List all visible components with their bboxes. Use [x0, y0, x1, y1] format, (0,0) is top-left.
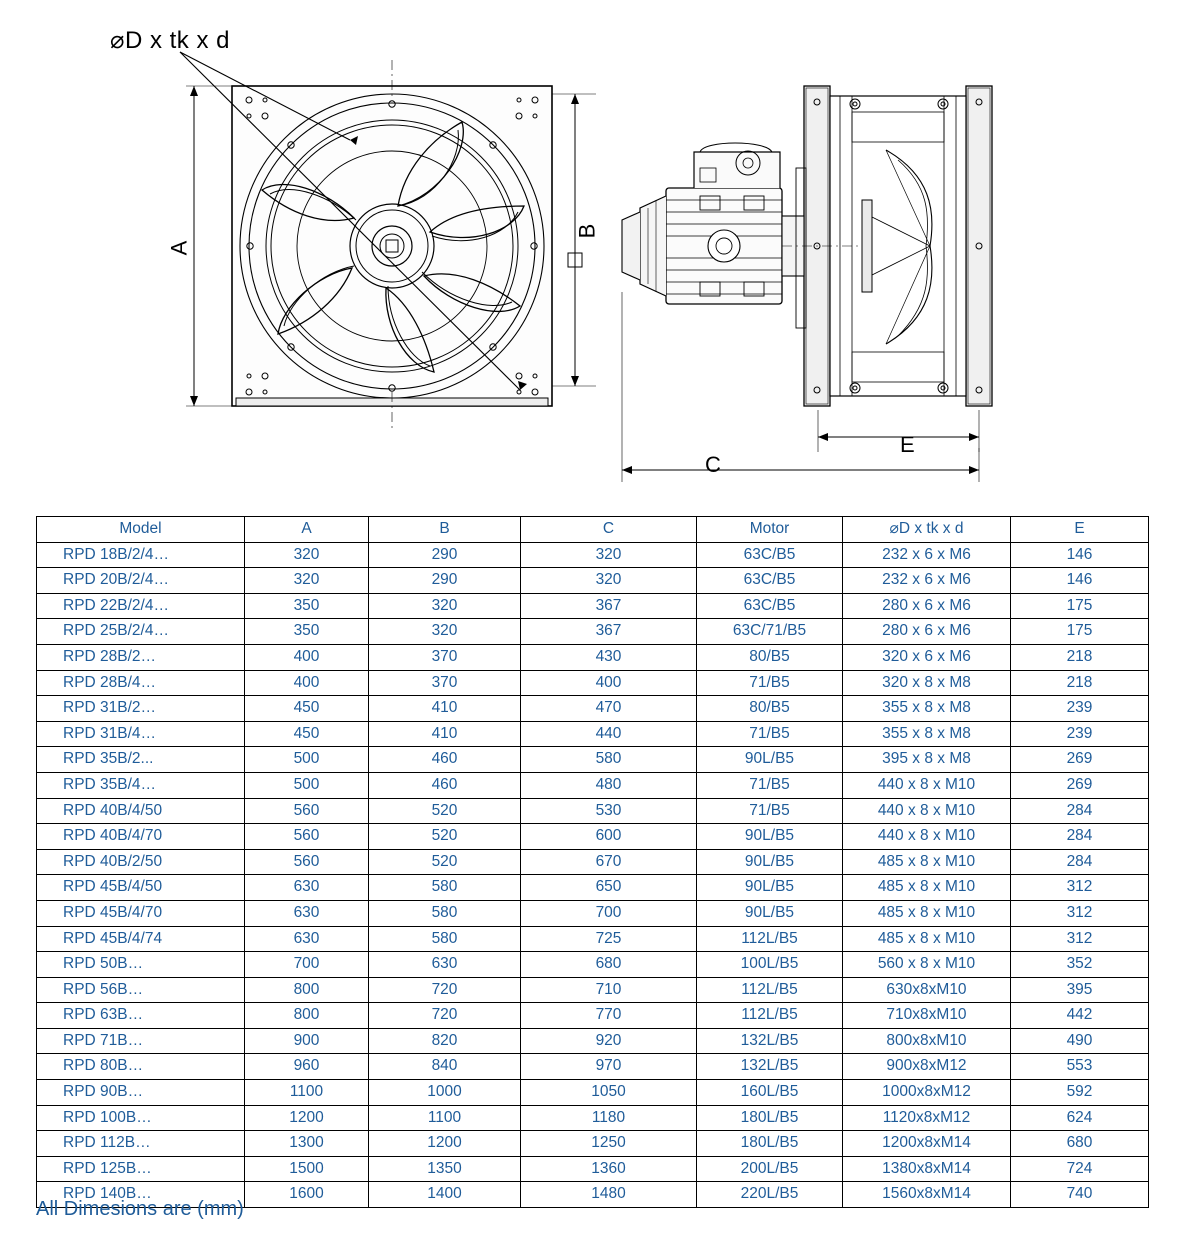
cell-motor: 180L/B5 [697, 1131, 843, 1157]
cell-c: 320 [521, 542, 697, 568]
cell-model: RPD 45B/4/70 [37, 900, 245, 926]
cell-c: 440 [521, 721, 697, 747]
cell-motor: 112L/B5 [697, 977, 843, 1003]
cell-a: 700 [245, 952, 369, 978]
cell-dtkd: 630x8xM10 [843, 977, 1011, 1003]
cell-e: 740 [1011, 1182, 1149, 1208]
cell-e: 146 [1011, 568, 1149, 594]
cell-b: 580 [369, 900, 521, 926]
cell-a: 630 [245, 900, 369, 926]
cell-e: 312 [1011, 900, 1149, 926]
cell-model: RPD 140B… [37, 1182, 245, 1208]
cell-motor: 220L/B5 [697, 1182, 843, 1208]
table-row [37, 1105, 1149, 1131]
cell-motor: 63C/B5 [697, 568, 843, 594]
cell-model: RPD 90B… [37, 1080, 245, 1106]
dimension-label-e: E [900, 432, 915, 457]
cell-motor: 90L/B5 [697, 747, 843, 773]
cell-e: 312 [1011, 926, 1149, 952]
cell-e: 553 [1011, 1054, 1149, 1080]
table-row [37, 849, 1149, 875]
cell-dtkd: 485 x 8 x M10 [843, 875, 1011, 901]
cell-model: RPD 80B… [37, 1054, 245, 1080]
cell-e: 724 [1011, 1156, 1149, 1182]
cell-c: 400 [521, 670, 697, 696]
cell-c: 700 [521, 900, 697, 926]
cell-c: 710 [521, 977, 697, 1003]
cell-b: 410 [369, 696, 521, 722]
cell-a: 1600 [245, 1182, 369, 1208]
cell-a: 960 [245, 1054, 369, 1080]
cell-model: RPD 45B/4/74 [37, 926, 245, 952]
cell-e: 284 [1011, 824, 1149, 850]
table-row [37, 1131, 1149, 1157]
dimensions-table-wrapper [36, 516, 1148, 1208]
cell-dtkd: 560 x 8 x M10 [843, 952, 1011, 978]
cell-a: 350 [245, 593, 369, 619]
column-header-b: B [369, 517, 521, 543]
cell-b: 370 [369, 644, 521, 670]
cell-motor: 132L/B5 [697, 1054, 843, 1080]
cell-a: 400 [245, 670, 369, 696]
cell-dtkd: 1000x8xM12 [843, 1080, 1011, 1106]
cell-e: 395 [1011, 977, 1149, 1003]
cell-e: 442 [1011, 1003, 1149, 1029]
cell-motor: 90L/B5 [697, 824, 843, 850]
cell-model: RPD 112B… [37, 1131, 245, 1157]
cell-c: 600 [521, 824, 697, 850]
cell-b: 1000 [369, 1080, 521, 1106]
table-row [37, 952, 1149, 978]
cell-e: 312 [1011, 875, 1149, 901]
cell-b: 460 [369, 747, 521, 773]
column-header-c: C [521, 517, 697, 543]
cell-motor: 71/B5 [697, 721, 843, 747]
cell-dtkd: 232 x 6 x M6 [843, 542, 1011, 568]
cell-motor: 132L/B5 [697, 1028, 843, 1054]
table-row [37, 747, 1149, 773]
cell-motor: 90L/B5 [697, 875, 843, 901]
cell-b: 580 [369, 926, 521, 952]
cell-motor: 112L/B5 [697, 1003, 843, 1029]
cell-c: 1360 [521, 1156, 697, 1182]
cell-a: 900 [245, 1028, 369, 1054]
cell-e: 239 [1011, 721, 1149, 747]
cell-dtkd: 355 x 8 x M8 [843, 721, 1011, 747]
table-row [37, 1156, 1149, 1182]
cell-model: RPD 35B/4… [37, 772, 245, 798]
cell-b: 840 [369, 1054, 521, 1080]
cell-e: 175 [1011, 593, 1149, 619]
table-row [37, 1028, 1149, 1054]
cell-b: 720 [369, 977, 521, 1003]
cell-a: 1100 [245, 1080, 369, 1106]
cell-dtkd: 280 x 6 x M6 [843, 593, 1011, 619]
dimension-label-b: B [574, 223, 600, 239]
cell-motor: 63C/71/B5 [697, 619, 843, 645]
table-row [37, 1080, 1149, 1106]
cell-model: RPD 22B/2/4… [37, 593, 245, 619]
cell-e: 218 [1011, 670, 1149, 696]
cell-dtkd: 800x8xM10 [843, 1028, 1011, 1054]
cell-b: 720 [369, 1003, 521, 1029]
cell-model: RPD 100B… [37, 1105, 245, 1131]
cell-a: 560 [245, 849, 369, 875]
cell-c: 680 [521, 952, 697, 978]
cell-motor: 63C/B5 [697, 593, 843, 619]
table-header-row [37, 517, 1149, 543]
cell-a: 500 [245, 772, 369, 798]
cell-e: 624 [1011, 1105, 1149, 1131]
cell-a: 350 [245, 619, 369, 645]
cell-motor: 71/B5 [697, 772, 843, 798]
cell-c: 1480 [521, 1182, 697, 1208]
cell-c: 920 [521, 1028, 697, 1054]
cell-dtkd: 485 x 8 x M10 [843, 849, 1011, 875]
cell-e: 284 [1011, 849, 1149, 875]
column-header-a: A [245, 517, 369, 543]
cell-model: RPD 20B/2/4… [37, 568, 245, 594]
cell-e: 490 [1011, 1028, 1149, 1054]
cell-c: 725 [521, 926, 697, 952]
cell-dtkd: 320 x 6 x M6 [843, 644, 1011, 670]
cell-dtkd: 232 x 6 x M6 [843, 568, 1011, 594]
cell-motor: 71/B5 [697, 670, 843, 696]
cell-a: 560 [245, 824, 369, 850]
cell-model: RPD 40B/4/50 [37, 798, 245, 824]
cell-model: RPD 28B/4… [37, 670, 245, 696]
table-row [37, 798, 1149, 824]
cell-motor: 63C/B5 [697, 542, 843, 568]
cell-e: 175 [1011, 619, 1149, 645]
cell-motor: 80/B5 [697, 696, 843, 722]
dimension-label-a: A [166, 240, 192, 256]
cell-a: 800 [245, 1003, 369, 1029]
cell-a: 500 [245, 747, 369, 773]
cell-c: 580 [521, 747, 697, 773]
table-row [37, 670, 1149, 696]
cell-model: RPD 56B… [37, 977, 245, 1003]
cell-c: 367 [521, 593, 697, 619]
cell-c: 1180 [521, 1105, 697, 1131]
footnote-units: All Dimesions are (mm) [36, 1198, 244, 1220]
cell-c: 1250 [521, 1131, 697, 1157]
cell-motor: 100L/B5 [697, 952, 843, 978]
cell-motor: 112L/B5 [697, 926, 843, 952]
technical-drawing [0, 0, 1182, 500]
cell-a: 320 [245, 542, 369, 568]
cell-a: 1500 [245, 1156, 369, 1182]
cell-model: RPD 31B/2… [37, 696, 245, 722]
cell-model: RPD 40B/2/50 [37, 849, 245, 875]
cell-b: 1100 [369, 1105, 521, 1131]
cell-b: 320 [369, 593, 521, 619]
cell-model: RPD 50B… [37, 952, 245, 978]
cell-e: 269 [1011, 772, 1149, 798]
table-row [37, 568, 1149, 594]
cell-b: 1350 [369, 1156, 521, 1182]
cell-b: 520 [369, 824, 521, 850]
cell-dtkd: 395 x 8 x M8 [843, 747, 1011, 773]
cell-b: 290 [369, 568, 521, 594]
cell-a: 450 [245, 721, 369, 747]
cell-dtkd: 900x8xM12 [843, 1054, 1011, 1080]
cell-c: 367 [521, 619, 697, 645]
cell-b: 1400 [369, 1182, 521, 1208]
cell-dtkd: 485 x 8 x M10 [843, 926, 1011, 952]
table-row [37, 1003, 1149, 1029]
cell-motor: 160L/B5 [697, 1080, 843, 1106]
cell-a: 560 [245, 798, 369, 824]
cell-b: 820 [369, 1028, 521, 1054]
cell-a: 630 [245, 926, 369, 952]
cell-e: 680 [1011, 1131, 1149, 1157]
cell-c: 670 [521, 849, 697, 875]
table-row [37, 772, 1149, 798]
cell-motor: 200L/B5 [697, 1156, 843, 1182]
cell-b: 520 [369, 849, 521, 875]
cell-dtkd: 1380x8xM14 [843, 1156, 1011, 1182]
cell-c: 770 [521, 1003, 697, 1029]
cell-dtkd: 355 x 8 x M8 [843, 696, 1011, 722]
table-row [37, 824, 1149, 850]
table-row [37, 875, 1149, 901]
cell-e: 352 [1011, 952, 1149, 978]
cell-motor: 80/B5 [697, 644, 843, 670]
cell-dtkd: 710x8xM10 [843, 1003, 1011, 1029]
cell-model: RPD 63B… [37, 1003, 245, 1029]
cell-c: 970 [521, 1054, 697, 1080]
cell-a: 320 [245, 568, 369, 594]
cell-a: 1200 [245, 1105, 369, 1131]
table-row [37, 542, 1149, 568]
cell-model: RPD 25B/2/4… [37, 619, 245, 645]
table-row [37, 593, 1149, 619]
cell-model: RPD 125B… [37, 1156, 245, 1182]
table-row [37, 696, 1149, 722]
cell-e: 239 [1011, 696, 1149, 722]
cell-model: RPD 40B/4/70 [37, 824, 245, 850]
cell-e: 592 [1011, 1080, 1149, 1106]
cell-dtkd: 1200x8xM14 [843, 1131, 1011, 1157]
table-row [37, 644, 1149, 670]
cell-e: 269 [1011, 747, 1149, 773]
table-row [37, 1054, 1149, 1080]
cell-c: 430 [521, 644, 697, 670]
cell-dtkd: 1560x8xM14 [843, 1182, 1011, 1208]
cell-a: 400 [245, 644, 369, 670]
cell-motor: 71/B5 [697, 798, 843, 824]
table-row [37, 619, 1149, 645]
cell-dtkd: 320 x 8 x M8 [843, 670, 1011, 696]
cell-b: 630 [369, 952, 521, 978]
dimensions-table [36, 516, 1149, 1208]
cell-model: RPD 35B/2... [37, 747, 245, 773]
cell-a: 800 [245, 977, 369, 1003]
cell-a: 1300 [245, 1131, 369, 1157]
cell-c: 650 [521, 875, 697, 901]
cell-e: 146 [1011, 542, 1149, 568]
cell-b: 520 [369, 798, 521, 824]
cell-dtkd: 440 x 8 x M10 [843, 798, 1011, 824]
cell-c: 480 [521, 772, 697, 798]
dimension-label-c: C [705, 452, 721, 477]
cell-b: 580 [369, 875, 521, 901]
cell-model: RPD 18B/2/4… [37, 542, 245, 568]
cell-c: 1050 [521, 1080, 697, 1106]
cell-dtkd: 1120x8xM12 [843, 1105, 1011, 1131]
cell-model: RPD 31B/4… [37, 721, 245, 747]
column-header-model: Model [37, 517, 245, 543]
cell-dtkd: 440 x 8 x M10 [843, 824, 1011, 850]
cell-dtkd: 280 x 6 x M6 [843, 619, 1011, 645]
cell-e: 218 [1011, 644, 1149, 670]
cell-c: 470 [521, 696, 697, 722]
cell-model: RPD 28B/2… [37, 644, 245, 670]
cell-b: 1200 [369, 1131, 521, 1157]
cell-motor: 90L/B5 [697, 900, 843, 926]
diameter-callout-label: ⌀D x tk x d [110, 27, 230, 54]
table-row [37, 926, 1149, 952]
cell-motor: 180L/B5 [697, 1105, 843, 1131]
cell-b: 320 [369, 619, 521, 645]
column-header-motor: Motor [697, 517, 843, 543]
table-row [37, 721, 1149, 747]
cell-b: 290 [369, 542, 521, 568]
cell-c: 320 [521, 568, 697, 594]
column-header-e: E [1011, 517, 1149, 543]
cell-dtkd: 485 x 8 x M10 [843, 900, 1011, 926]
table-row [37, 977, 1149, 1003]
cell-motor: 90L/B5 [697, 849, 843, 875]
cell-a: 630 [245, 875, 369, 901]
cell-model: RPD 45B/4/50 [37, 875, 245, 901]
cell-dtkd: 440 x 8 x M10 [843, 772, 1011, 798]
cell-e: 284 [1011, 798, 1149, 824]
cell-b: 460 [369, 772, 521, 798]
cell-model: RPD 71B… [37, 1028, 245, 1054]
column-header-dtkd: ⌀D x tk x d [843, 517, 1011, 543]
cell-a: 450 [245, 696, 369, 722]
cell-c: 530 [521, 798, 697, 824]
cell-b: 370 [369, 670, 521, 696]
cell-b: 410 [369, 721, 521, 747]
table-row [37, 900, 1149, 926]
